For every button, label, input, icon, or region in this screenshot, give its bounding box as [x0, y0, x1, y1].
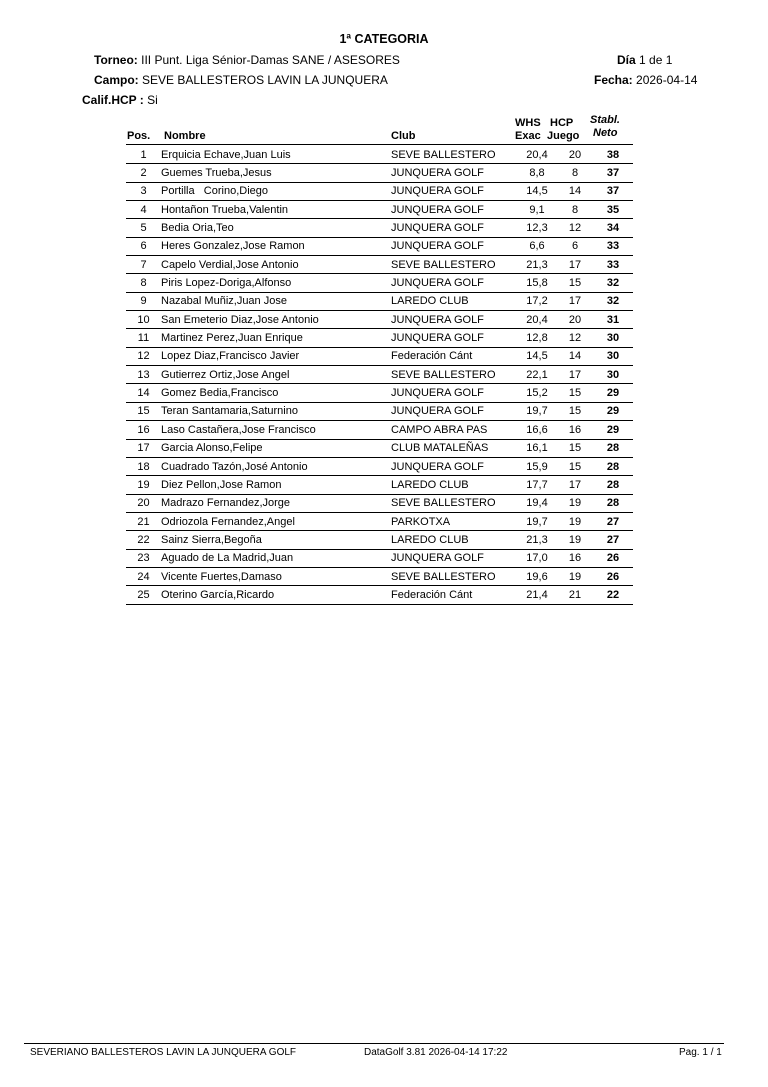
dia-label: Día [617, 53, 636, 67]
whs-exac-cell: 17,2 [517, 292, 557, 310]
table-row [126, 402, 633, 420]
whs-exac-cell: 19,6 [517, 567, 557, 585]
player-name-cell: Garcia Alonso,Felipe [161, 439, 391, 457]
club-cell: JUNQUERA GOLF [391, 311, 517, 329]
stabl-neto-cell: 29 [593, 421, 633, 439]
whs-exac-cell: 16,6 [517, 421, 557, 439]
whs-exac-cell: 14,5 [517, 347, 557, 365]
club-cell: PARKOTXA [391, 512, 517, 530]
whs-exac-cell: 19,4 [517, 494, 557, 512]
table-row [126, 366, 633, 384]
dia-value: 1 de 1 [639, 53, 673, 67]
player-name-cell: Heres Gonzalez,Jose Ramon [161, 237, 391, 255]
hcp-juego-cell: 15 [557, 274, 593, 292]
player-name-cell: Nazabal Muñiz,Juan Jose [161, 292, 391, 310]
hcp-juego-cell: 17 [557, 292, 593, 310]
hcp-juego-cell: 12 [557, 329, 593, 347]
table-row [126, 421, 633, 439]
whs-exac-cell: 21,3 [517, 256, 557, 274]
player-name-cell: Portilla Corino,Diego [161, 182, 391, 200]
hcp-juego-cell: 15 [557, 439, 593, 457]
stabl-neto-cell: 32 [593, 274, 633, 292]
whs-exac-cell: 12,8 [517, 329, 557, 347]
player-name-cell: Sainz Sierra,Begoña [161, 531, 391, 549]
footer-software: DataGolf 3.81 2026-04-14 17:22 [364, 1047, 508, 1058]
club-cell: JUNQUERA GOLF [391, 201, 517, 219]
club-cell: CAMPO ABRA PAS [391, 421, 517, 439]
col-header-club: Club [391, 130, 416, 142]
stabl-neto-cell: 28 [593, 457, 633, 475]
hcp-juego-cell: 21 [557, 586, 593, 604]
hcp-juego-cell: 16 [557, 549, 593, 567]
club-cell: Federación Cánt [391, 586, 517, 604]
stabl-neto-cell: 29 [593, 402, 633, 420]
stabl-neto-cell: 32 [593, 292, 633, 310]
page-title: 1ª CATEGORIA [339, 32, 429, 46]
hcp-juego-cell: 16 [557, 421, 593, 439]
club-cell: JUNQUERA GOLF [391, 182, 517, 200]
position-cell: 5 [126, 219, 161, 237]
torneo-value: III Punt. Liga Sénior-Damas SANE / ASESORES [141, 53, 400, 67]
hcp-juego-cell: 12 [557, 219, 593, 237]
whs-exac-cell: 15,9 [517, 457, 557, 475]
whs-exac-cell: 19,7 [517, 402, 557, 420]
whs-exac-cell: 17,7 [517, 476, 557, 494]
club-cell: SEVE BALLESTERO [391, 146, 517, 164]
whs-exac-cell: 20,4 [517, 146, 557, 164]
table-row [126, 219, 633, 237]
calif-value: Si [147, 93, 158, 107]
hcp-juego-cell: 15 [557, 384, 593, 402]
player-name-cell: Lopez Diaz,Francisco Javier [161, 347, 391, 365]
club-cell: JUNQUERA GOLF [391, 274, 517, 292]
position-cell: 25 [126, 586, 161, 604]
table-row [126, 439, 633, 457]
fecha-line [594, 73, 697, 87]
whs-exac-cell: 15,2 [517, 384, 557, 402]
hcp-juego-cell: 17 [557, 256, 593, 274]
position-cell: 6 [126, 237, 161, 255]
stabl-neto-cell: 38 [593, 146, 633, 164]
player-name-cell: Gomez Bedia,Francisco [161, 384, 391, 402]
stabl-neto-cell: 33 [593, 237, 633, 255]
hcp-juego-cell: 15 [557, 457, 593, 475]
stabl-neto-cell: 28 [593, 439, 633, 457]
position-cell: 10 [126, 311, 161, 329]
position-cell: 9 [126, 292, 161, 310]
fecha-value: 2026-04-14 [636, 73, 698, 87]
hcp-juego-cell: 8 [557, 164, 593, 182]
position-cell: 20 [126, 494, 161, 512]
col-header-whs-bottom: Exac [515, 130, 541, 142]
whs-exac-cell: 21,3 [517, 531, 557, 549]
whs-exac-cell: 17,0 [517, 549, 557, 567]
club-cell: SEVE BALLESTERO [391, 256, 517, 274]
col-header-nombre: Nombre [164, 130, 206, 142]
player-name-cell: Martinez Perez,Juan Enrique [161, 329, 391, 347]
table-row [126, 347, 633, 365]
club-cell: JUNQUERA GOLF [391, 384, 517, 402]
table-row [126, 549, 633, 567]
table-row [126, 201, 633, 219]
table-row [126, 256, 633, 274]
whs-exac-cell: 20,4 [517, 311, 557, 329]
hcp-juego-cell: 14 [557, 182, 593, 200]
footer-rule [24, 1043, 724, 1044]
position-cell: 12 [126, 347, 161, 365]
campo-value: SEVE BALLESTEROS LAVIN LA JUNQUERA [142, 73, 388, 87]
header-rule [126, 144, 633, 145]
player-name-cell: Madrazo Fernandez,Jorge [161, 494, 391, 512]
stabl-neto-cell: 30 [593, 347, 633, 365]
whs-exac-cell: 8,8 [517, 164, 557, 182]
torneo-label: Torneo: [94, 53, 138, 67]
col-header-stabl-top: Stabl. [590, 114, 620, 126]
position-cell: 21 [126, 512, 161, 530]
player-name-cell: Capelo Verdial,Jose Antonio [161, 256, 391, 274]
position-cell: 4 [126, 201, 161, 219]
whs-exac-cell: 12,3 [517, 219, 557, 237]
position-cell: 18 [126, 457, 161, 475]
club-cell: LAREDO CLUB [391, 531, 517, 549]
stabl-neto-cell: 31 [593, 311, 633, 329]
table-row [126, 274, 633, 292]
position-cell: 13 [126, 366, 161, 384]
stabl-neto-cell: 29 [593, 384, 633, 402]
player-name-cell: Piris Lopez-Doriga,Alfonso [161, 274, 391, 292]
table-row [126, 567, 633, 585]
club-cell: JUNQUERA GOLF [391, 402, 517, 420]
stabl-neto-cell: 37 [593, 164, 633, 182]
club-cell: JUNQUERA GOLF [391, 219, 517, 237]
club-cell: LAREDO CLUB [391, 476, 517, 494]
whs-exac-cell: 16,1 [517, 439, 557, 457]
stabl-neto-cell: 28 [593, 476, 633, 494]
player-name-cell: San Emeterio Diaz,Jose Antonio [161, 311, 391, 329]
player-name-cell: Bedia Oria,Teo [161, 219, 391, 237]
stabl-neto-cell: 28 [593, 494, 633, 512]
hcp-juego-cell: 19 [557, 567, 593, 585]
whs-exac-cell: 6,6 [517, 237, 557, 255]
hcp-juego-cell: 14 [557, 347, 593, 365]
player-name-cell: Gutierrez Ortiz,Jose Angel [161, 366, 391, 384]
club-cell: JUNQUERA GOLF [391, 164, 517, 182]
stabl-neto-cell: 35 [593, 201, 633, 219]
calif-label: Calif.HCP : [82, 93, 144, 107]
hcp-juego-cell: 6 [557, 237, 593, 255]
player-name-cell: Vicente Fuertes,Damaso [161, 567, 391, 585]
stabl-neto-cell: 22 [593, 586, 633, 604]
club-cell: JUNQUERA GOLF [391, 549, 517, 567]
position-cell: 8 [126, 274, 161, 292]
dia-line [617, 53, 672, 67]
hcp-juego-cell: 20 [557, 146, 593, 164]
table-row [126, 292, 633, 310]
col-header-hcp-bottom: Juego [547, 130, 580, 142]
stabl-neto-cell: 33 [593, 256, 633, 274]
hcp-juego-cell: 19 [557, 494, 593, 512]
stabl-neto-cell: 30 [593, 366, 633, 384]
player-name-cell: Aguado de La Madrid,Juan [161, 549, 391, 567]
club-cell: JUNQUERA GOLF [391, 329, 517, 347]
whs-exac-cell: 21,4 [517, 586, 557, 604]
stabl-neto-cell: 37 [593, 182, 633, 200]
torneo-line [94, 53, 400, 67]
table-row [126, 476, 633, 494]
results-body [126, 146, 633, 604]
club-cell: SEVE BALLESTERO [391, 494, 517, 512]
hcp-juego-cell: 19 [557, 512, 593, 530]
whs-exac-cell: 22,1 [517, 366, 557, 384]
player-name-cell: Teran Santamaria,Saturnino [161, 402, 391, 420]
club-cell: Federación Cánt [391, 347, 517, 365]
position-cell: 11 [126, 329, 161, 347]
whs-exac-cell: 15,8 [517, 274, 557, 292]
table-row [126, 384, 633, 402]
player-name-cell: Diez Pellon,Jose Ramon [161, 476, 391, 494]
col-header-whs-top: WHS [515, 117, 541, 129]
club-cell: JUNQUERA GOLF [391, 457, 517, 475]
player-name-cell: Guemes Trueba,Jesus [161, 164, 391, 182]
position-cell: 3 [126, 182, 161, 200]
position-cell: 19 [126, 476, 161, 494]
fecha-label: Fecha: [594, 73, 633, 87]
hcp-juego-cell: 19 [557, 531, 593, 549]
table-row [126, 329, 633, 347]
position-cell: 16 [126, 421, 161, 439]
position-cell: 24 [126, 567, 161, 585]
player-name-cell: Cuadrado Tazón,José Antonio [161, 457, 391, 475]
player-name-cell: Odriozola Fernandez,Angel [161, 512, 391, 530]
footer-club: SEVERIANO BALLESTEROS LAVIN LA JUNQUERA GOLF [30, 1047, 297, 1058]
club-cell: CLUB MATALEÑAS [391, 439, 517, 457]
position-cell: 22 [126, 531, 161, 549]
table-row [126, 311, 633, 329]
table-row [126, 512, 633, 530]
position-cell: 14 [126, 384, 161, 402]
table-row [126, 237, 633, 255]
results-table [126, 146, 633, 605]
player-name-cell: Laso Castañera,Jose Francisco [161, 421, 391, 439]
hcp-juego-cell: 17 [557, 476, 593, 494]
table-row [126, 531, 633, 549]
player-name-cell: Hontañon Trueba,Valentin [161, 201, 391, 219]
table-row [126, 494, 633, 512]
table-row [126, 586, 633, 604]
table-row [126, 457, 633, 475]
col-header-hcp-top: HCP [550, 117, 574, 129]
position-cell: 15 [126, 402, 161, 420]
stabl-neto-cell: 26 [593, 567, 633, 585]
player-name-cell: Oterino García,Ricardo [161, 586, 391, 604]
stabl-neto-cell: 34 [593, 219, 633, 237]
hcp-juego-cell: 8 [557, 201, 593, 219]
col-header-pos: Pos. [127, 130, 151, 142]
whs-exac-cell: 9,1 [517, 201, 557, 219]
position-cell: 17 [126, 439, 161, 457]
table-row [126, 164, 633, 182]
stabl-neto-cell: 27 [593, 512, 633, 530]
club-cell: LAREDO CLUB [391, 292, 517, 310]
position-cell: 2 [126, 164, 161, 182]
campo-line [94, 73, 388, 87]
campo-label: Campo: [94, 73, 139, 87]
club-cell: SEVE BALLESTERO [391, 567, 517, 585]
hcp-juego-cell: 15 [557, 402, 593, 420]
position-cell: 23 [126, 549, 161, 567]
hcp-juego-cell: 20 [557, 311, 593, 329]
club-cell: SEVE BALLESTERO [391, 366, 517, 384]
stabl-neto-cell: 27 [593, 531, 633, 549]
calif-line [82, 93, 158, 107]
hcp-juego-cell: 17 [557, 366, 593, 384]
footer-page: Pag. 1 / 1 [679, 1047, 722, 1058]
position-cell: 7 [126, 256, 161, 274]
col-header-stabl-bottom: Neto [593, 127, 618, 139]
table-row [126, 182, 633, 200]
stabl-neto-cell: 26 [593, 549, 633, 567]
stabl-neto-cell: 30 [593, 329, 633, 347]
whs-exac-cell: 19,7 [517, 512, 557, 530]
whs-exac-cell: 14,5 [517, 182, 557, 200]
position-cell: 1 [126, 146, 161, 164]
table-row [126, 146, 633, 164]
club-cell: JUNQUERA GOLF [391, 237, 517, 255]
player-name-cell: Erquicia Echave,Juan Luis [161, 146, 391, 164]
